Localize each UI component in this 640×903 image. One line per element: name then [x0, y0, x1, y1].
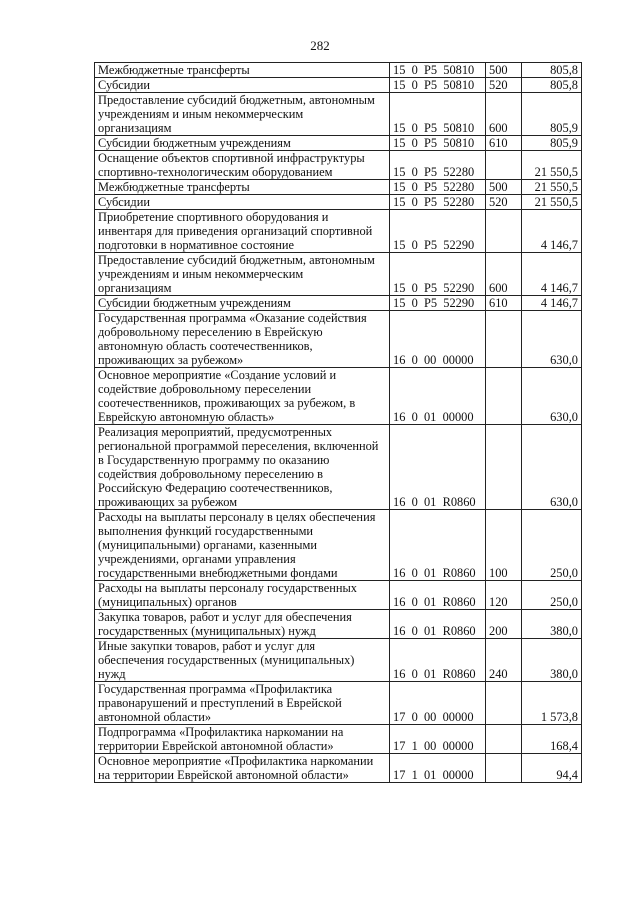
row-code-cell: 15 0 P5 50810 — [390, 136, 486, 151]
row-expense-type-cell — [486, 368, 522, 425]
table-row — [95, 510, 582, 581]
row-code-cell: 15 0 P5 52290 — [390, 253, 486, 296]
row-code-cell: 16 0 00 00000 — [390, 311, 486, 368]
row-amount-cell: 805,9 — [522, 93, 582, 136]
table-row — [95, 151, 582, 180]
row-code-cell: 17 0 00 00000 — [390, 682, 486, 725]
row-code-cell: 16 0 01 R0860 — [390, 639, 486, 682]
table-row — [95, 296, 582, 311]
row-code-cell: 16 0 01 R0860 — [390, 510, 486, 581]
row-expense-type-cell — [486, 151, 522, 180]
row-expense-type-cell — [486, 682, 522, 725]
row-expense-type-cell — [486, 311, 522, 368]
row-name-cell: Основное мероприятие «Профилактика наркомании на территории Еврейской автономной области» — [95, 754, 390, 783]
row-name-cell: Государственная программа «Профилактика правонарушений и преступлений в Еврейской автономной области» — [95, 682, 390, 725]
table-row — [95, 180, 582, 195]
row-code-cell: 17 1 00 00000 — [390, 725, 486, 754]
table-row — [95, 93, 582, 136]
row-name-cell: Оснащение объектов спортивной инфраструктуры спортивно-технологическим оборудованием — [95, 151, 390, 180]
table-row — [95, 78, 582, 93]
row-name-cell: Субсидии — [95, 78, 390, 93]
row-name-cell: Предоставление субсидий бюджетным, автономным учреждениям и иным некоммерческим организациям — [95, 253, 390, 296]
budget-table-body — [95, 63, 582, 783]
row-expense-type-cell: 520 — [486, 195, 522, 210]
table-row — [95, 682, 582, 725]
row-expense-type-cell — [486, 725, 522, 754]
row-amount-cell: 630,0 — [522, 368, 582, 425]
table-row — [95, 425, 582, 510]
row-name-cell: Закупка товаров, работ и услуг для обеспечения государственных (муниципальных) нужд — [95, 610, 390, 639]
row-expense-type-cell: 500 — [486, 180, 522, 195]
row-name-cell: Расходы на выплаты персоналу государственных (муниципальных) органов — [95, 581, 390, 610]
row-amount-cell: 380,0 — [522, 610, 582, 639]
row-code-cell: 15 0 P5 52280 — [390, 195, 486, 210]
row-name-cell: Расходы на выплаты персоналу в целях обеспечения выполнения функций государственными (муниципальными) органами, казенными учреждениями, органами управления государственными внебюджетными фондами — [95, 510, 390, 581]
row-expense-type-cell — [486, 425, 522, 510]
row-amount-cell: 250,0 — [522, 581, 582, 610]
row-amount-cell: 250,0 — [522, 510, 582, 581]
row-amount-cell: 21 550,5 — [522, 151, 582, 180]
row-code-cell: 16 0 01 R0860 — [390, 581, 486, 610]
row-amount-cell: 805,9 — [522, 136, 582, 151]
row-name-cell: Межбюджетные трансферты — [95, 63, 390, 78]
row-name-cell: Реализация мероприятий, предусмотренных региональной программой переселения, включенной в Государственную программу по оказанию содействия добровольному переселению в Российскую Федерацию соотечественников, проживающих за рубежом — [95, 425, 390, 510]
row-amount-cell: 380,0 — [522, 639, 582, 682]
table-row — [95, 253, 582, 296]
table-row — [95, 210, 582, 253]
row-name-cell: Предоставление субсидий бюджетным, автономным учреждениям и иным некоммерческим организациям — [95, 93, 390, 136]
row-name-cell: Приобретение спортивного оборудования и инвентаря для приведения организаций спортивной подготовки в нормативное состояние — [95, 210, 390, 253]
row-code-cell: 16 0 01 R0860 — [390, 425, 486, 510]
table-row — [95, 610, 582, 639]
row-amount-cell: 1 573,8 — [522, 682, 582, 725]
row-expense-type-cell: 100 — [486, 510, 522, 581]
row-expense-type-cell: 610 — [486, 296, 522, 311]
row-code-cell: 16 0 01 00000 — [390, 368, 486, 425]
table-row — [95, 311, 582, 368]
row-code-cell: 16 0 01 R0860 — [390, 610, 486, 639]
row-amount-cell: 805,8 — [522, 63, 582, 78]
table-row — [95, 195, 582, 210]
row-code-cell: 17 1 01 00000 — [390, 754, 486, 783]
row-code-cell: 15 0 P5 52290 — [390, 296, 486, 311]
row-amount-cell: 4 146,7 — [522, 253, 582, 296]
page-number: 282 — [310, 38, 330, 53]
row-expense-type-cell: 240 — [486, 639, 522, 682]
row-code-cell: 15 0 P5 50810 — [390, 78, 486, 93]
row-code-cell: 15 0 P5 50810 — [390, 63, 486, 78]
row-expense-type-cell: 120 — [486, 581, 522, 610]
row-name-cell: Государственная программа «Оказание содействия добровольному переселению в Еврейскую автономную область соотечественников, проживающих за рубежом» — [95, 311, 390, 368]
row-expense-type-cell: 200 — [486, 610, 522, 639]
row-code-cell: 15 0 P5 50810 — [390, 93, 486, 136]
table-row — [95, 639, 582, 682]
row-amount-cell: 94,4 — [522, 754, 582, 783]
row-name-cell: Иные закупки товаров, работ и услуг для обеспечения государственных (муниципальных) нужд — [95, 639, 390, 682]
row-amount-cell: 21 550,5 — [522, 180, 582, 195]
table-row — [95, 581, 582, 610]
table-row — [95, 63, 582, 78]
row-name-cell: Субсидии бюджетным учреждениям — [95, 296, 390, 311]
row-name-cell: Межбюджетные трансферты — [95, 180, 390, 195]
row-amount-cell: 630,0 — [522, 425, 582, 510]
row-expense-type-cell: 520 — [486, 78, 522, 93]
row-code-cell: 15 0 P5 52280 — [390, 180, 486, 195]
row-name-cell: Субсидии — [95, 195, 390, 210]
table-row — [95, 136, 582, 151]
row-expense-type-cell — [486, 210, 522, 253]
table-row — [95, 754, 582, 783]
row-expense-type-cell: 500 — [486, 63, 522, 78]
table-row — [95, 725, 582, 754]
row-amount-cell: 630,0 — [522, 311, 582, 368]
row-name-cell: Субсидии бюджетным учреждениям — [95, 136, 390, 151]
table-row — [95, 368, 582, 425]
row-code-cell: 15 0 P5 52280 — [390, 151, 486, 180]
row-amount-cell: 168,4 — [522, 725, 582, 754]
row-name-cell: Основное мероприятие «Создание условий и содействие добровольному переселении соотечественников, проживающих за рубежом, в Еврейскую автономную область» — [95, 368, 390, 425]
row-amount-cell: 21 550,5 — [522, 195, 582, 210]
row-expense-type-cell: 600 — [486, 253, 522, 296]
row-name-cell: Подпрограмма «Профилактика наркомании на территории Еврейской автономной области» — [95, 725, 390, 754]
row-expense-type-cell: 610 — [486, 136, 522, 151]
row-code-cell: 15 0 P5 52290 — [390, 210, 486, 253]
row-amount-cell: 4 146,7 — [522, 296, 582, 311]
row-amount-cell: 805,8 — [522, 78, 582, 93]
row-amount-cell: 4 146,7 — [522, 210, 582, 253]
row-expense-type-cell — [486, 754, 522, 783]
budget-table — [94, 62, 582, 783]
row-expense-type-cell: 600 — [486, 93, 522, 136]
